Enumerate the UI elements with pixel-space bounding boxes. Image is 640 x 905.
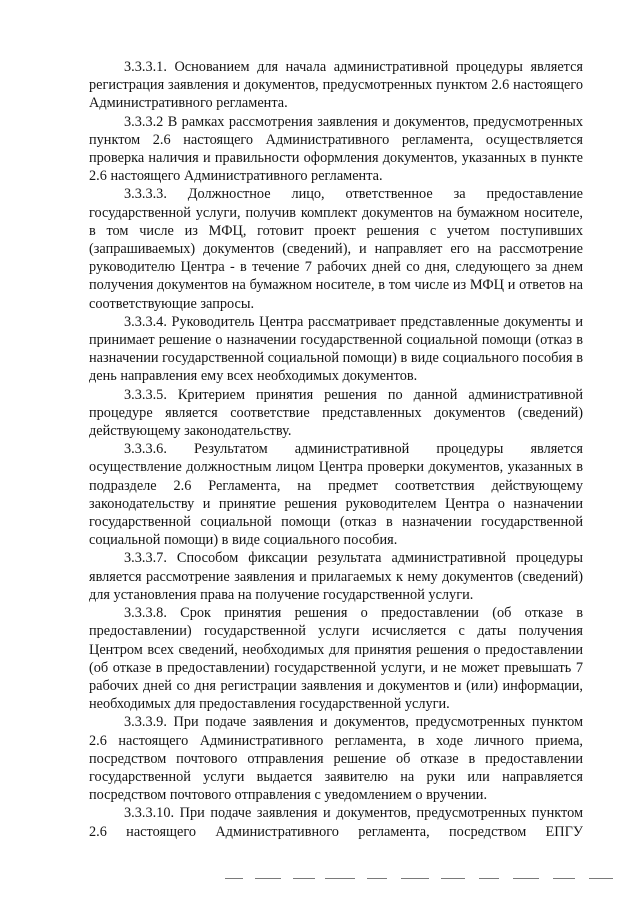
- scan-dash: [367, 878, 387, 879]
- paragraph-number: 3.3.3.1.: [124, 59, 167, 75]
- scan-dash: [293, 878, 315, 879]
- paragraph-3-3-3-1: [89, 58, 583, 113]
- paragraph-text: Основанием для начала административной процедуры является регистрация заявления и документов, предусмотренных пунктом 2.6 настоящего Административного регламента.: [89, 59, 584, 112]
- document-body: [89, 58, 583, 841]
- scan-dash: [325, 878, 355, 879]
- paragraph-number: 3.3.3.7.: [124, 550, 167, 567]
- scan-dash: [441, 878, 465, 879]
- paragraph-number: 3.3.3.3.: [124, 186, 167, 203]
- paragraph-text: В рамках рассмотрения заявления и документов, предусмотренных пунктом 2.6 настоящего Административного регламента, осуществляется проверка наличия и правильности оформления документов, указанных в пункте 2.6 настоящего Административного регламента.: [89, 113, 583, 185]
- paragraph-text: Результатом административной процедуры является осуществление должностным лицом Центра проверки документов, указанных в подразделе 2.6 Регламента, на предмет соответствия действующему законодательству и принятие решения руководителем Центра о назначении государственной социальной помощи (отказ в назначении государственной социальной помощи) в виде социального пособия.: [89, 441, 583, 549]
- paragraph-text: При подаче заявления и документов, предусмотренных пунктом 2.6 настоящего Административного регламента, посредством ЕПГУ: [89, 805, 583, 840]
- scan-dash: [401, 878, 429, 879]
- paragraph-3-3-3-10: [89, 804, 583, 840]
- paragraph-number: 3.3.3.6.: [124, 441, 167, 458]
- scan-dash: [479, 878, 499, 879]
- paragraph-3-3-3-8: [89, 604, 583, 713]
- scan-dash: [553, 878, 575, 879]
- paragraph-text: Должностное лицо, ответственное за предоставление государственной услуги, получив комплект документов на бумажном носителе, в том числе из МФЦ, готовит проект решения с учетом поступивших (запрашиваемых) документов (сведений), и направляет его на рассмотрение руководителю Центра - в течение 7 рабочих дней со дня, следующего за днем получения документов на бумажном носителе, в том числе из МФЦ и ответов на соответствующие запросы.: [89, 186, 583, 312]
- paragraph-number: 3.3.3.2: [124, 113, 164, 130]
- paragraph-3-3-3-7: [89, 549, 583, 604]
- paragraph-3-3-3-4: [89, 313, 583, 386]
- paragraph-text: При подаче заявления и документов, предусмотренных пунктом 2.6 настоящего Административного регламента, в ходе личного приема, посредством почтового отправления решение об отказе в предоставлении государственной услуги выдается заявителю на руки или направляется посредством почтового отправления с уведомлением о вручении.: [89, 714, 584, 804]
- paragraph-3-3-3-3: [89, 185, 583, 312]
- scan-edge-dashes: [225, 878, 625, 882]
- paragraph-text: Руководитель Центра рассматривает представленные документы и принимает решение о назначении государственной социальной помощи (отказ в назначении государственной социальной помощи) в виде социального пособия в день направления ему всех необходимых документов.: [89, 313, 583, 385]
- paragraph-number: 3.3.3.5.: [124, 386, 167, 403]
- scan-dash: [513, 878, 539, 879]
- scan-dash: [589, 878, 613, 879]
- paragraph-number: 3.3.3.10.: [124, 805, 175, 822]
- paragraph-text: Способом фиксации результата административной процедуры является рассмотрение заявления и прилагаемых к нему документов (сведений) для установления права на получение государственной услуги.: [89, 550, 583, 603]
- scan-dash: [255, 878, 281, 879]
- paragraph-number: 3.3.3.8.: [124, 605, 167, 622]
- paragraph-3-3-3-2: [89, 113, 583, 186]
- paragraph-3-3-3-6: [89, 440, 583, 549]
- paragraph-text: Критерием принятия решения по данной административной процедуре является соответствие представленных документов (сведений) действующему законодательству.: [89, 386, 583, 440]
- paragraph-number: 3.3.3.9.: [124, 714, 167, 731]
- paragraph-3-3-3-5: [89, 386, 583, 441]
- paragraph-number: 3.3.3.4.: [124, 313, 167, 330]
- scan-dash: [225, 878, 243, 879]
- paragraph-text: Срок принятия решения о предоставлении (об отказе в предоставлении) государственной услуги исчисляется с даты получения Центром всех сведений, необходимых для принятия решения о предоставлении (об отказе в предоставлении) государственной услуги, и не может превышать 7 рабочих дней со дня регистрации заявления и документов и (или) информации, необходимых для предоставления государственной услуги.: [89, 605, 583, 713]
- paragraph-3-3-3-9: [89, 713, 583, 804]
